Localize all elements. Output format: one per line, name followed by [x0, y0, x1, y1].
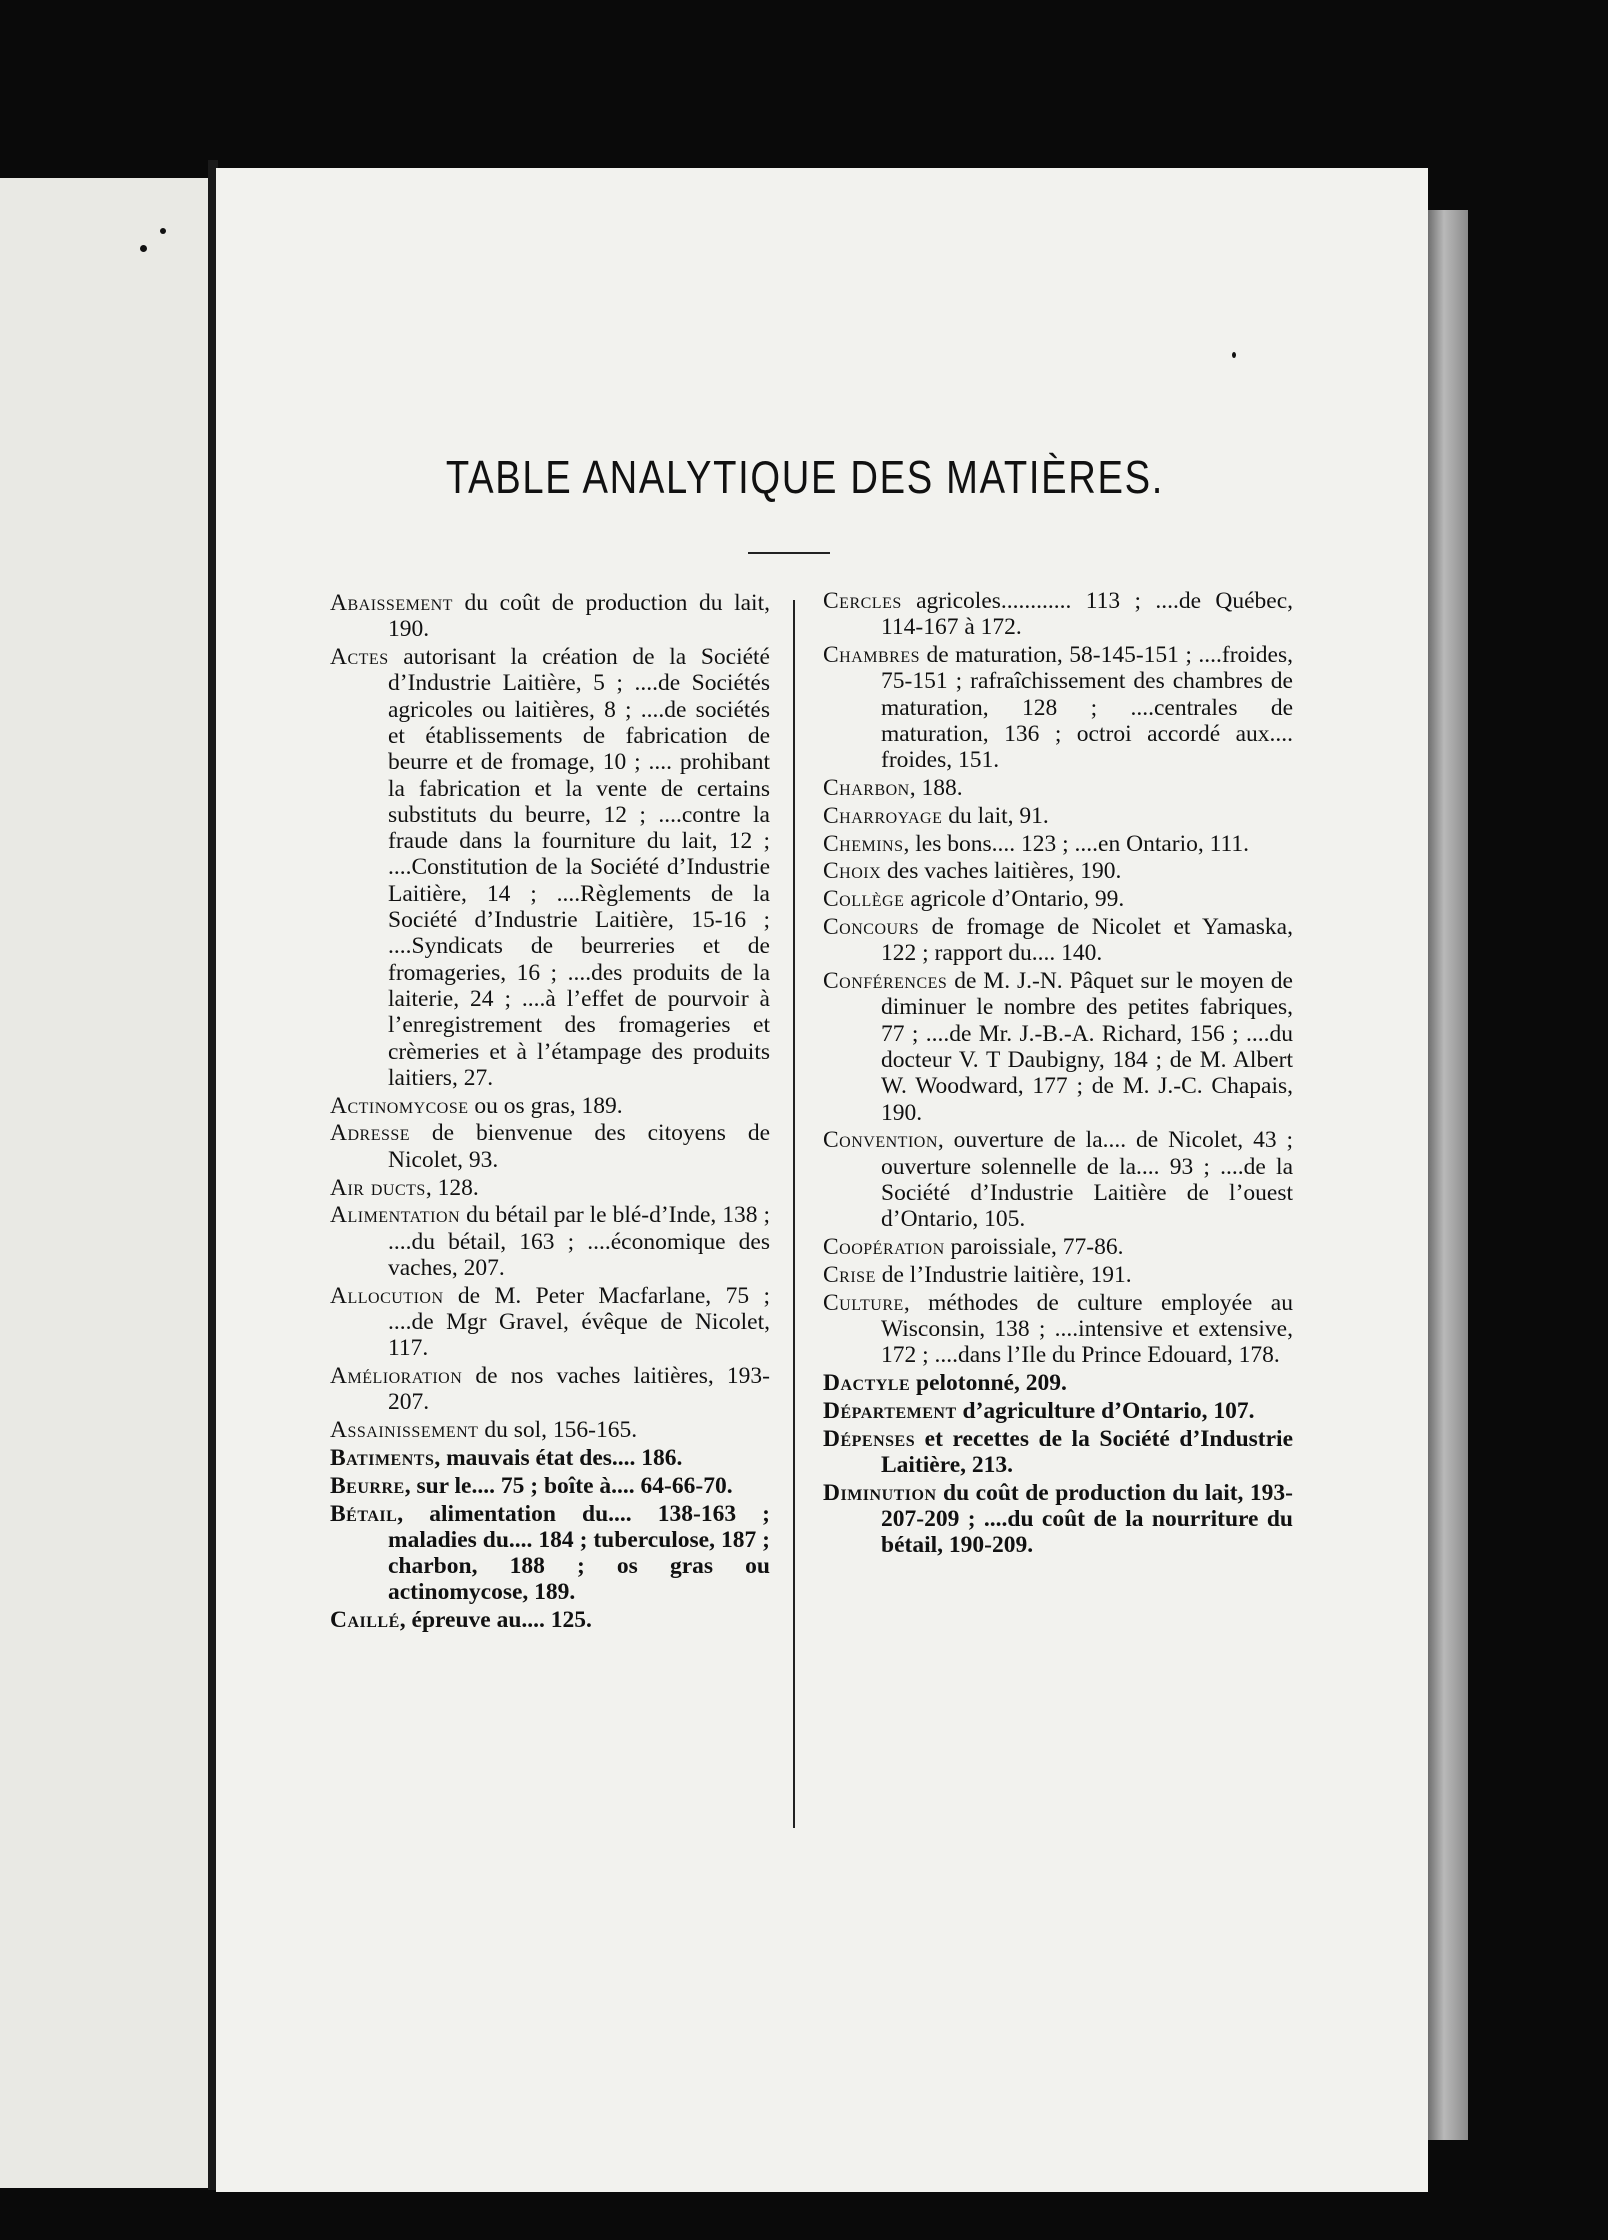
previous-page-edge [0, 178, 214, 2188]
entry-heading: Conférences [823, 968, 948, 995]
entry-text: du coût de production du lait, 190. [388, 590, 770, 643]
index-column-left [330, 590, 770, 1635]
entry-text: du lait, 91. [942, 802, 1049, 829]
index-entry [823, 858, 1293, 884]
entry-text: de maturation, 58-145-151 ; ....froides, 75-151 ; rafraîchissement des chambres de maturation, 128 ; ....centrales de maturation, 136 ; octroi accordé aux.... froides, 151. [881, 642, 1293, 774]
entry-text: de l’Industrie laitière, 191. [875, 1261, 1132, 1288]
entry-text: agricole d’Ontario, 99. [904, 886, 1125, 913]
index-entry [330, 1120, 770, 1173]
entry-heading: Alimentation [330, 1202, 461, 1229]
entry-heading: Actes [330, 644, 389, 671]
entry-text: autorisant la création de la Société d’Industrie Laitière, 5 ; ....de Sociétés agricoles ou laitières, 8 ; ....de sociétés et établissements de fabrication de beurre et de fromage, 10 ; .... prohibant la fabrication et la vente de certains substituts du beurre, 12 ; ....contre la fraude dans la fourniture du lait, 12 ; ....Constitution de la Société d’Industrie Laitière, 14 ; ....Règlements de la Société d’Industrie Laitière, 15-16 ; ....Syndicats de beurreries et de fromageries, 16 ; ....des produits de la laiterie, 24 ; ....à l’effet de pourvoir à l’enregistrement des fromageries et crèmeries et à l’étampage des produits laitiers, 27. [388, 644, 770, 1091]
entry-heading: Abaissement [330, 590, 453, 616]
entry-heading: Allocution [330, 1282, 444, 1309]
index-entry [330, 1283, 770, 1362]
entry-heading: Amélioration [330, 1363, 463, 1390]
entry-text: agricoles............ 113 ; ....de Québec, 114-167 à 172. [881, 588, 1293, 641]
entry-heading: Collège [823, 886, 905, 913]
entry-heading: Beurre [330, 1472, 405, 1499]
entry-text: , alimentation du.... 138-163 ; maladies du.... 184 ; tuberculose, 187 ; charbon, 188 ; os gras ou actinomycose, 189. [388, 1500, 770, 1606]
entry-text: pelotonné, 209. [910, 1370, 1067, 1397]
entry-text: , 128. [425, 1174, 479, 1201]
title-rule [748, 552, 830, 554]
index-entry [823, 968, 1293, 1126]
entry-heading: Air ducts [330, 1174, 426, 1201]
entry-heading: Caillé [330, 1607, 400, 1634]
entry-text: , mauvais état des.... 186. [434, 1445, 683, 1471]
index-entry [823, 1290, 1293, 1369]
entry-text: , sur le.... 75 ; boîte à.... 64-66-70. [404, 1472, 733, 1499]
index-entry [823, 803, 1293, 829]
index-entry [823, 1234, 1293, 1260]
entry-heading: Bétail [330, 1500, 398, 1527]
entry-heading: Département [823, 1397, 957, 1424]
entry-heading: Batiments [330, 1445, 435, 1471]
entry-heading: Coopération [823, 1234, 945, 1261]
entry-heading: Adresse [330, 1120, 411, 1147]
entry-heading: Dépenses [823, 1425, 916, 1452]
index-column-right [823, 588, 1293, 1560]
index-entry [330, 644, 770, 1091]
index-entry [823, 642, 1293, 773]
index-entry [823, 1480, 1293, 1559]
entry-text: du coût de production du lait, 193-207-209 ; ....du coût de la nourriture du bétail, 190-209. [881, 1479, 1293, 1559]
entry-text: de bienvenue des citoyens de Nicolet, 93. [388, 1120, 770, 1173]
index-entry [330, 1445, 770, 1471]
entry-text: de fromage de Nicolet et Yamaska, 122 ; rapport du.... 140. [881, 914, 1293, 967]
entry-heading: Chemins [823, 830, 904, 857]
index-entry [330, 1202, 770, 1281]
entry-heading: Diminution [823, 1479, 937, 1506]
index-entry [330, 590, 770, 643]
page-title: TABLE ANALYTIQUE DES MATIÈRES. [445, 451, 1165, 503]
entry-heading: Culture [823, 1289, 904, 1316]
entry-heading: Convention [823, 1127, 938, 1154]
index-entry [823, 1262, 1293, 1288]
entry-heading: Charbon [823, 775, 910, 802]
index-entry [823, 886, 1293, 912]
entry-text: d’agriculture d’Ontario, 107. [956, 1397, 1255, 1424]
entry-text: et recettes de la Société d’Industrie Laitière, 213. [881, 1425, 1293, 1478]
index-entry [823, 1370, 1293, 1396]
ink-speck [140, 245, 147, 252]
page-stack-edge [1428, 210, 1468, 2140]
entry-text: de M. J.-N. Pâquet sur le moyen de diminuer le nombre des petites fabriques, 77 ; ....de Mr. J.-B.-A. Richard, 156 ; ....du docteur V. T Daubigny, 184 ; de M. Albert W. Woodward, 177 ; de M. J.-C. Chapais, 190. [881, 968, 1293, 1126]
index-entry [823, 914, 1293, 967]
entry-heading: Concours [823, 914, 920, 941]
index-entry [823, 588, 1293, 641]
index-entry [823, 1398, 1293, 1424]
entry-text: , méthodes de culture employée au Wisconsin, 138 ; ....intensive et extensive, 172 ; ....dans l’Ile du Prince Edouard, 178. [881, 1289, 1293, 1369]
entry-text: paroissiale, 77-86. [944, 1234, 1124, 1261]
entry-heading: Dactyle [823, 1370, 911, 1397]
entry-text: ou os gras, 189. [468, 1092, 623, 1119]
index-entry [330, 1093, 770, 1119]
index-entry [330, 1501, 770, 1606]
index-entry [823, 1127, 1293, 1232]
entry-text: , épreuve au.... 125. [399, 1607, 592, 1634]
entry-heading: Choix [823, 858, 882, 885]
index-entry [330, 1363, 770, 1416]
entry-text: , 188. [909, 775, 963, 802]
entry-text: , les bons.... 123 ; ....en Ontario, 111. [903, 830, 1250, 857]
entry-text: de M. Peter Macfarlane, 75 ; ....de Mgr Gravel, évêque de Nicolet, 117. [388, 1282, 770, 1362]
column-divider [793, 600, 795, 1828]
index-entry [823, 1426, 1293, 1479]
entry-heading: Actinomycose [330, 1092, 469, 1119]
entry-heading: Crise [823, 1261, 876, 1288]
entry-text: , ouverture de la.... de Nicolet, 43 ; ouverture solennelle de la.... 93 ; ....de la Société d’Industrie Laitière de l’ouest d’Ontario, 105. [881, 1127, 1293, 1233]
entry-text: de nos vaches laitières, 193-207. [388, 1363, 770, 1416]
entry-heading: Assainissement [330, 1417, 479, 1444]
ink-speck [160, 228, 166, 234]
index-entry [330, 1175, 770, 1201]
ink-speck [1232, 352, 1236, 358]
entry-heading: Cercles [823, 588, 902, 614]
index-entry [330, 1417, 770, 1443]
index-entry [330, 1607, 770, 1633]
index-entry [823, 831, 1293, 857]
index-entry [330, 1473, 770, 1499]
entry-text: du sol, 156-165. [478, 1417, 638, 1444]
entry-text: des vaches laitières, 190. [881, 858, 1122, 885]
entry-text: du bétail par le blé-d’Inde, 138 ; ....du bétail, 163 ; ....économique des vaches, 207. [388, 1202, 770, 1281]
entry-heading: Charroyage [823, 802, 943, 829]
entry-heading: Chambres [823, 642, 921, 669]
index-entry [823, 775, 1293, 801]
